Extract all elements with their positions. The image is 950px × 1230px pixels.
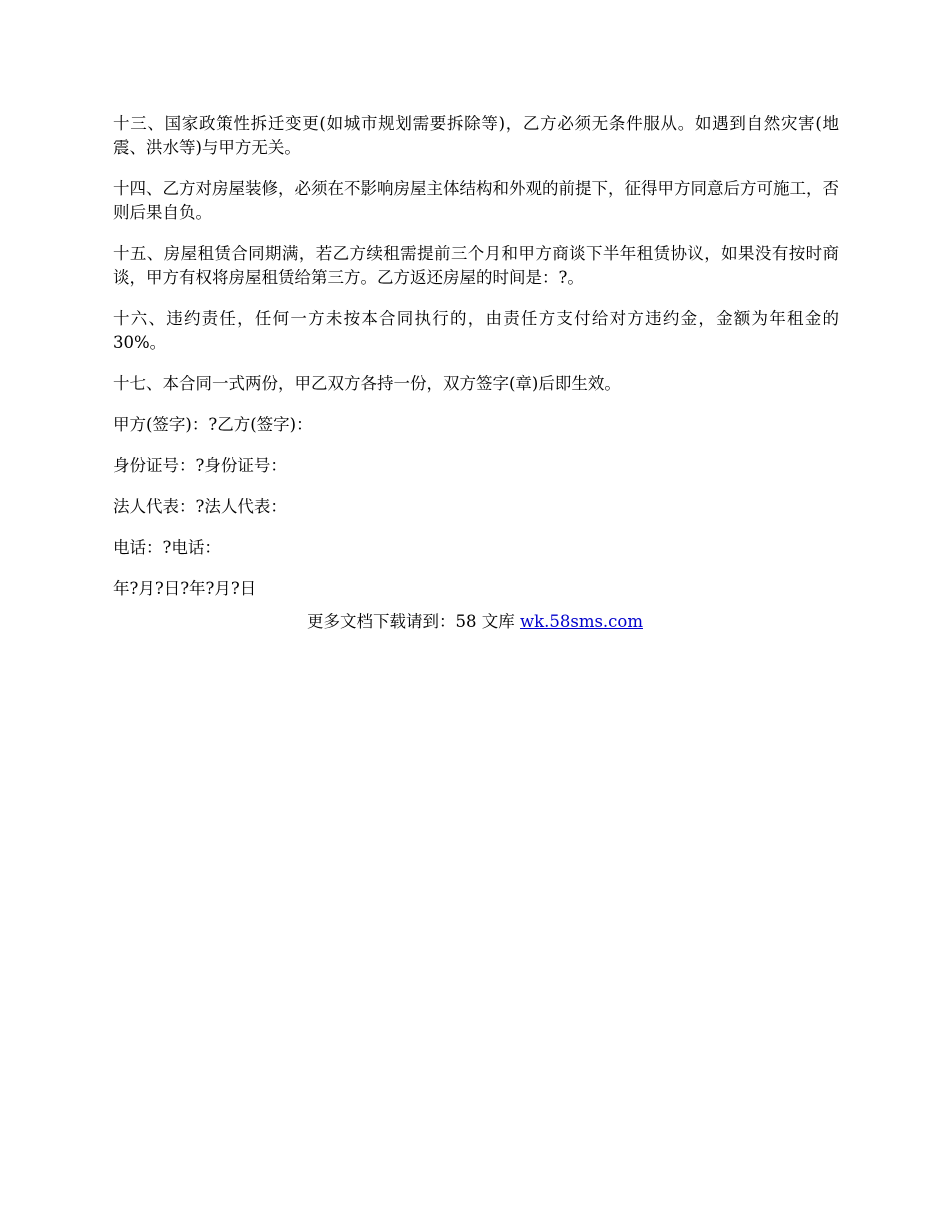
clause-15: 十五、房屋租赁合同期满，若乙方续租需提前三个月和甲方商谈下半年租赁协议，如果没有按时商谈，甲方有权将房屋租赁给第三方。乙方返还房屋的时间是：?。: [113, 244, 839, 287]
footer: [0, 610, 950, 634]
phone-line: 电话：?电话：: [113, 538, 221, 557]
footer-link[interactable]: wk.58sms.com: [519, 612, 643, 631]
id-number-line: 身份证号：?身份证号：: [113, 456, 287, 475]
clause-14: 十四、乙方对房屋装修，必须在不影响房屋主体结构和外观的前提下，征得甲方同意后方可施工，否则后果自负。: [113, 179, 839, 222]
clause-16: 十六、违约责任，任何一方未按本合同执行的，由责任方支付给对方违约金，金额为年租金的30%。: [113, 309, 839, 352]
document-body: [113, 112, 839, 618]
clause-17: 十七、本合同一式两份，甲乙双方各持一份，双方签字(章)后即生效。: [113, 374, 621, 393]
date-line: 年?月?日?年?月?日: [113, 579, 257, 598]
signature-line: 甲方(签字)：?乙方(签字)：: [113, 415, 313, 434]
footer-text: 更多文档下载请到：58 文库: [306, 612, 520, 631]
legal-rep-line: 法人代表：?法人代表：: [113, 497, 287, 516]
clause-13: 十三、国家政策性拆迁变更(如城市规划需要拆除等)，乙方必须无条件服从。如遇到自然灾害(地震、洪水等)与甲方无关。: [113, 114, 839, 157]
